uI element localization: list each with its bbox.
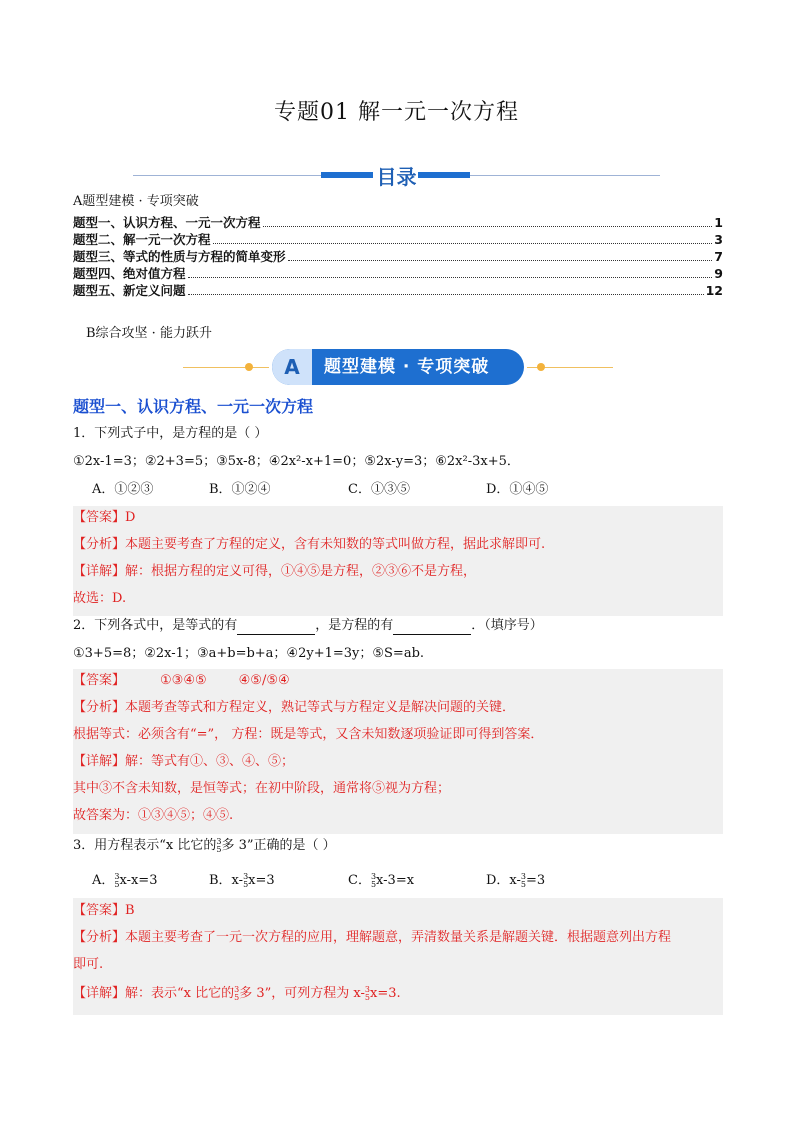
option-text: x=3: [248, 873, 275, 888]
q2-stem: [73, 617, 543, 635]
answer-blank[interactable]: [393, 622, 471, 635]
option-label: A．: [92, 873, 115, 888]
fraction-denominator: 5: [114, 879, 120, 889]
toc-leader: [213, 243, 713, 244]
q2-analysis: [73, 699, 515, 717]
fraction-numerator: 3: [520, 871, 527, 881]
analysis-text: 本题考查等式和方程定义，熟记等式与方程定义是解决问题的关键．: [125, 700, 516, 715]
q3-detail: [73, 985, 401, 1003]
fraction-numerator: 3: [216, 836, 222, 846]
answer-tag: 【答案】: [73, 903, 126, 918]
option-label: B．x-: [209, 873, 244, 888]
detail-text: 解：等式有①、③、④、⑤；: [125, 754, 295, 769]
fraction-denominator: 5: [364, 992, 371, 1002]
q1-detail: [73, 563, 476, 581]
q2-items: ①3+5=8；②2x-1；③a+b=b+a；④2y+1=3y；⑤S=ab.: [73, 646, 425, 661]
detail-text: 多 3”，可列方程为 x-: [239, 986, 365, 1001]
q1-stem: 1．下列式子中，是方程的是（ ）: [73, 426, 268, 441]
q3-option-c: [348, 872, 414, 890]
fraction-numerator: 3: [114, 871, 120, 881]
detail-tag: 【详解】: [73, 986, 126, 1001]
analysis-tag: 【分析】: [73, 700, 126, 715]
q3-option-a: [92, 872, 157, 890]
banner-dot-right: [537, 363, 545, 371]
fraction-numerator: 3: [364, 984, 371, 994]
q1-option-b: B．①②④: [209, 482, 271, 497]
analysis-text: 本题主要考查了一元一次方程的应用，理解题意，弄清数量关系是解题关键．根据题意列出方程: [125, 930, 672, 945]
banner-deco-left: [183, 367, 269, 368]
q3-option-d: [486, 872, 545, 890]
q2-stem-part: ．（填序号）: [471, 618, 543, 633]
analysis-text: 本题主要考查了方程的定义，含有未知数的等式叫做方程，据此求解即可.: [125, 537, 546, 552]
q3-option-b: [209, 872, 275, 890]
q2-detail-2: 其中③不含未知数，是恒等式；在初中阶段，通常将⑤视为方程；: [73, 781, 451, 796]
toc-leader: [288, 260, 713, 261]
banner-text: 题型建模 · 专项突破: [324, 357, 490, 377]
answer-tag: 【答案】: [73, 510, 126, 525]
toc-item[interactable]: [73, 214, 723, 231]
q1-analysis: [73, 536, 545, 554]
q1-option-a: A．①②③: [92, 482, 154, 497]
fraction-numerator: 3: [370, 871, 377, 881]
detail-tag: 【详解】: [73, 754, 126, 769]
q3-stem-part: 多 3”正确的是（ ）: [221, 838, 336, 853]
toc-item-text: 题型二、解一元一次方程: [73, 232, 211, 247]
detail-text: 解：根据方程的定义可得，①④⑤是方程，②③⑥不是方程，: [125, 564, 477, 579]
toc-part-a: A题型建模 · 专项突破: [73, 194, 199, 209]
answer-tag: 【答案】: [73, 673, 126, 688]
q2-analysis-2: 根据等式：必须含有“=”， 方程：既是等式，又含未知数逐项验证即可得到答案．: [73, 727, 544, 742]
fraction-denominator: 5: [370, 879, 377, 889]
q3-analysis: [73, 929, 671, 947]
toc-item[interactable]: [73, 248, 723, 265]
q3-analysis-2: 即可.: [73, 957, 104, 972]
toc-item-text: 题型一、认识方程、一元一次方程: [73, 215, 261, 230]
toc-part-b: B综合攻坚 · 能力跃升: [86, 326, 212, 341]
q2-stem-part: 2．下列各式中，是等式的有: [73, 618, 238, 633]
q1-answer: [73, 509, 135, 527]
answer-value: D: [125, 510, 136, 525]
toc-item-page: 7: [714, 249, 723, 264]
q3-stem-part: 3．用方程表示“x 比它的: [73, 838, 217, 853]
detail-tag: 【详解】: [73, 564, 126, 579]
fraction-denominator: 5: [243, 879, 249, 889]
analysis-tag: 【分析】: [73, 930, 126, 945]
q1-solution-box: [73, 506, 723, 616]
fraction-denominator: 5: [234, 992, 240, 1002]
toc-item[interactable]: [73, 265, 723, 282]
toc-item-page: 12: [705, 283, 723, 298]
answer-blank[interactable]: [237, 622, 315, 635]
analysis-tag: 【分析】: [73, 537, 126, 552]
banner-dot-left: [245, 363, 253, 371]
toc-item-page: 3: [714, 232, 723, 247]
detail-text: 解：表示“x 比它的: [125, 986, 235, 1001]
option-text: x-x=3: [119, 873, 158, 888]
toc-item[interactable]: [73, 282, 723, 299]
section-banner: [272, 349, 524, 385]
q1-conclusion: 故选：D.: [73, 591, 127, 606]
q2-stem-part: ，是方程的有: [315, 618, 394, 633]
toc-leader: [188, 277, 713, 278]
q2-answer: [73, 672, 290, 690]
answer-value: ①③④⑤: [160, 673, 207, 688]
fraction-numerator: 3: [243, 871, 249, 881]
fraction-denominator: 5: [520, 879, 527, 889]
option-text: x-3=x: [376, 873, 415, 888]
toc-item-page: 1: [714, 215, 723, 230]
option-text: =3: [526, 873, 546, 888]
q3-answer: [73, 902, 135, 920]
answer-value: ④⑤/⑤④: [238, 673, 290, 688]
option-label: C．: [348, 873, 371, 888]
toc-item-text: 题型三、等式的性质与方程的简单变形: [73, 249, 286, 264]
toc-leader: [263, 226, 713, 227]
toc-item[interactable]: [73, 231, 723, 248]
option-label: D．x-: [486, 873, 521, 888]
toc-item-page: 9: [714, 266, 723, 281]
q1-items: ①2x-1=3；②2+3=5；③5x-8；④2x²-x+1=0；⑤2x-y=3；⑥2x²-3x+5．: [73, 454, 520, 469]
section-heading: 题型一、认识方程、一元一次方程: [73, 397, 314, 416]
answer-value: B: [125, 903, 135, 918]
toc-label: 目录: [376, 165, 417, 189]
detail-text: x=3.: [370, 986, 401, 1001]
q1-option-c: C．①③⑤: [348, 482, 410, 497]
page-title: 专题01 解一元一次方程: [274, 100, 519, 125]
q2-detail: [73, 753, 294, 771]
q2-detail-3: 故答案为：①③④⑤；④⑤.: [73, 808, 234, 823]
toc-item-text: 题型四、绝对值方程: [73, 266, 186, 281]
fraction-numerator: 3: [234, 984, 240, 994]
q3-stem: [73, 837, 336, 855]
fraction-denominator: 5: [216, 844, 222, 854]
toc-item-text: 题型五、新定义问题: [73, 283, 186, 298]
toc-leader: [188, 294, 704, 295]
q1-option-d: D．①④⑤: [486, 482, 549, 497]
banner-letter: A: [272, 349, 312, 385]
